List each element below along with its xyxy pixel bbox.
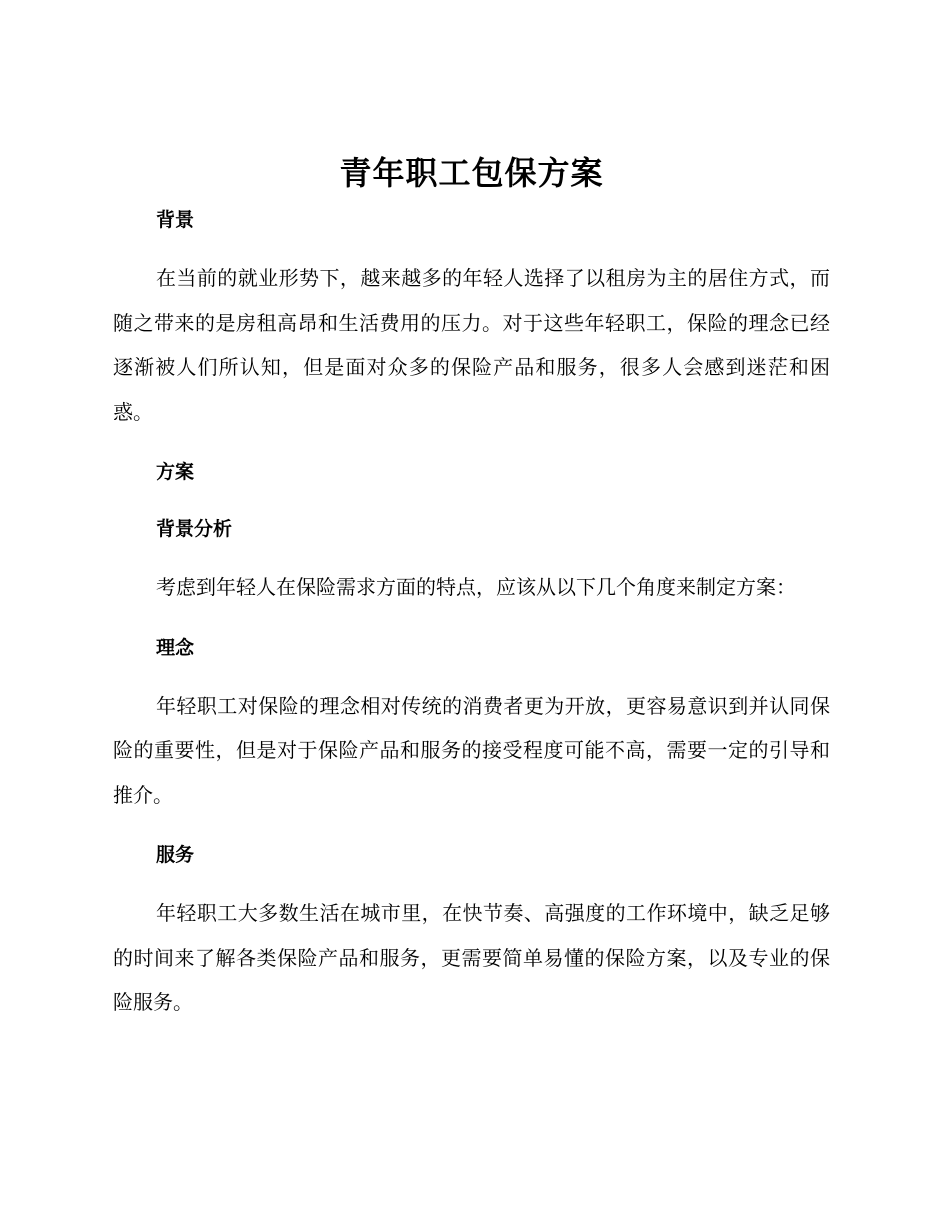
concept-paragraph: 年轻职工对保险的理念相对传统的消费者更为开放，更容易意识到并认同保险的重要性，但是对于保险产品和服务的接受程度可能不高，需要一定的引导和推介。 xyxy=(113,693,830,807)
plan-heading: 方案 xyxy=(156,461,195,483)
analysis-heading: 背景分析 xyxy=(156,518,233,540)
concept-heading: 理念 xyxy=(156,636,195,659)
document-body xyxy=(113,150,830,1025)
service-heading: 服务 xyxy=(156,844,195,866)
analysis-paragraph: 考虑到年轻人在保险需求方面的特点，应该从以下几个角度来制定方案： xyxy=(156,575,796,599)
background-heading: 背景 xyxy=(156,209,195,231)
background-paragraph: 在当前的就业形势下，越来越多的年轻人选择了以租房为主的居住方式，而随之带来的是房租高昂和生活费用的压力。对于这些年轻职工，保险的理念已经逐渐被人们所认知，但是面对众多的保险产品和服务，很多人会感到迷茫和困惑。 xyxy=(113,266,830,424)
document-title: 青年职工包保方案 xyxy=(339,154,604,192)
service-paragraph: 年轻职工大多数生活在城市里，在快节奏、高强度的工作环境中，缺乏足够的时间来了解各类保险产品和服务，更需要简单易懂的保险方案，以及专业的保险服务。 xyxy=(113,901,830,1014)
